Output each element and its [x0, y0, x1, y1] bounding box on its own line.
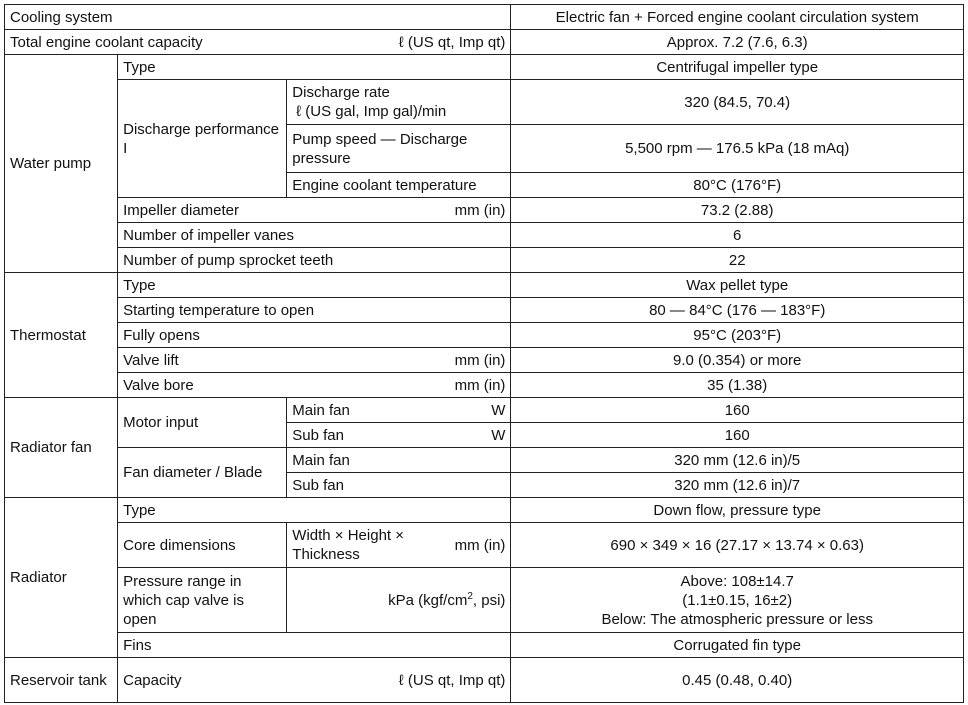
pressure-range-label: Pressure range in which cap valve is open [118, 568, 287, 633]
pressure-unit-a: kPa (kgf/cm [388, 591, 468, 609]
reservoir-capacity-unit: ℓ (US qt, Imp qt) [398, 671, 506, 689]
table-row [5, 373, 964, 398]
impeller-diameter-value: 73.2 (2.88) [511, 198, 964, 223]
motor-main-fan-value: 160 [511, 398, 964, 423]
specifications-table [4, 4, 964, 703]
fins-label: Fins [118, 633, 511, 658]
impeller-vanes-label: Number of impeller vanes [118, 223, 511, 248]
radiator-type-value: Down flow, pressure type [511, 498, 964, 523]
table-row [5, 398, 964, 423]
pressure-unit-b: , psi) [472, 591, 506, 609]
sprocket-teeth-label: Number of pump sprocket teeth [118, 248, 511, 273]
valve-bore-label: Valve bore [123, 376, 194, 394]
cooling-system-value: Electric fan + Forced engine coolant circulation system [511, 5, 964, 30]
discharge-rate-label: Discharge rate [292, 84, 390, 101]
start-temp-value: 80 — 84°C (176 — 183°F) [511, 298, 964, 323]
table-row [5, 298, 964, 323]
coolant-capacity-unit: ℓ (US qt, Imp qt) [398, 33, 506, 51]
table-row [5, 348, 964, 373]
motor-sub-fan-cell [287, 423, 511, 448]
table-row [5, 80, 964, 125]
core-dimensions-value: 690 × 349 × 16 (27.17 × 13.74 × 0.63) [511, 523, 964, 568]
pump-speed-label: Pump speed — Discharge pressure [287, 125, 511, 173]
motor-main-fan-cell [287, 398, 511, 423]
water-pump-type-label: Type [118, 55, 511, 80]
pressure-unit-sup: 2 [467, 590, 473, 602]
core-dimensions-label: Core dimensions [118, 523, 287, 568]
table-row [5, 633, 964, 658]
table-row [5, 5, 964, 30]
table-row [5, 198, 964, 223]
impeller-diameter-label: Impeller diameter [123, 201, 240, 219]
motor-main-fan-unit: W [491, 401, 506, 419]
radiator-fan-label: Radiator fan [5, 398, 118, 498]
table-row [5, 323, 964, 348]
valve-lift-unit: mm (in) [454, 351, 506, 369]
motor-input-label: Motor input [118, 398, 287, 448]
core-dimensions-unit: mm (in) [454, 536, 506, 554]
motor-sub-fan-label: Sub fan [292, 426, 344, 444]
diameter-main-fan-label: Main fan [287, 448, 511, 473]
table-row [5, 223, 964, 248]
discharge-rate-cell [287, 80, 511, 125]
core-dimensions-sublabel: Width × Height × Thickness [292, 527, 405, 563]
reservoir-capacity-value: 0.45 (0.48, 0.40) [511, 658, 964, 703]
pressure-value-below: Below: The atmospheric pressure or less [601, 610, 873, 628]
table-row [5, 658, 964, 703]
coolant-capacity-label: Total engine coolant capacity [10, 33, 203, 51]
pressure-value-above: Above: 108±14.7 [680, 572, 794, 590]
sprocket-teeth-value: 22 [511, 248, 964, 273]
valve-bore-unit: mm (in) [454, 376, 506, 394]
coolant-capacity-cell [5, 30, 511, 55]
reservoir-tank-label: Reservoir tank [5, 658, 118, 703]
valve-bore-value: 35 (1.38) [511, 373, 964, 398]
reservoir-capacity-cell [118, 658, 511, 703]
coolant-capacity-value: Approx. 7.2 (7.6, 6.3) [511, 30, 964, 55]
valve-lift-value: 9.0 (0.354) or more [511, 348, 964, 373]
impeller-diameter-cell [118, 198, 511, 223]
thermostat-type-value: Wax pellet type [511, 273, 964, 298]
valve-lift-label: Valve lift [123, 351, 179, 369]
table-row [5, 55, 964, 80]
discharge-performance-label: Discharge performance I [118, 80, 287, 198]
valve-bore-cell [118, 373, 511, 398]
thermostat-label: Thermostat [5, 273, 118, 398]
table-row [5, 568, 964, 633]
table-row [5, 523, 964, 568]
diameter-sub-fan-value: 320 mm (12.6 in)/7 [511, 473, 964, 498]
motor-sub-fan-value: 160 [511, 423, 964, 448]
impeller-vanes-value: 6 [511, 223, 964, 248]
fully-opens-label: Fully opens [118, 323, 511, 348]
table-row [5, 273, 964, 298]
thermostat-type-label: Type [118, 273, 511, 298]
core-dimensions-cell [287, 523, 511, 568]
pressure-value-converted: (1.1±0.15, 16±2) [682, 591, 793, 609]
diameter-sub-fan-label: Sub fan [287, 473, 511, 498]
water-pump-label: Water pump [5, 55, 118, 273]
pump-speed-value: 5,500 rpm — 176.5 kPa (18 mAq) [511, 125, 964, 173]
pressure-range-value [511, 568, 964, 633]
pressure-range-unit [287, 568, 511, 633]
motor-sub-fan-unit: W [491, 426, 506, 444]
fan-diameter-label: Fan diameter / Blade [118, 448, 287, 498]
motor-main-fan-label: Main fan [292, 401, 350, 419]
table-row [5, 498, 964, 523]
fins-value: Corrugated fin type [511, 633, 964, 658]
valve-lift-cell [118, 348, 511, 373]
impeller-diameter-unit: mm (in) [454, 201, 506, 219]
coolant-temp-value: 80°C (176°F) [511, 173, 964, 198]
coolant-temp-label: Engine coolant temperature [287, 173, 511, 198]
water-pump-type-value: Centrifugal impeller type [511, 55, 964, 80]
reservoir-capacity-label: Capacity [123, 671, 182, 689]
discharge-rate-unit: ℓ (US gal, Imp gal)/min [296, 103, 447, 120]
discharge-rate-value: 320 (84.5, 70.4) [511, 80, 964, 125]
radiator-label: Radiator [5, 498, 118, 658]
cooling-system-label: Cooling system [5, 5, 511, 30]
diameter-main-fan-value: 320 mm (12.6 in)/5 [511, 448, 964, 473]
table-row [5, 448, 964, 473]
fully-opens-value: 95°C (203°F) [511, 323, 964, 348]
radiator-type-label: Type [118, 498, 511, 523]
table-row [5, 248, 964, 273]
table-row [5, 30, 964, 55]
start-temp-label: Starting temperature to open [118, 298, 511, 323]
